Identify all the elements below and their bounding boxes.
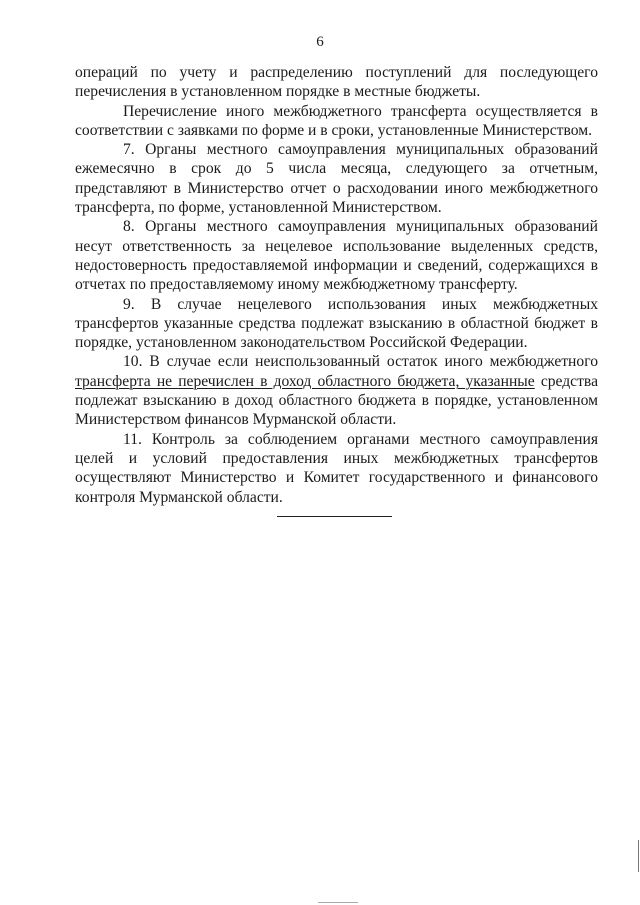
paragraph-9-misuse-recovery: 9. В случае нецелевого использования иных межбюджетных трансфертов указанные средства подлежат взысканию в областной бюджет в порядке, установленном законодательством Российской Федерации. (75, 295, 598, 352)
paragraph-continuation: операций по учету и распределению поступлений для последующего перечисления в установленном порядке в местные бюджеты. (75, 64, 598, 101)
paragraph-10-underlined-text: трансферта не перечислен в доход областного бюджета, указанные (75, 372, 535, 390)
paragraph-7-monthly-report: 7. Органы местного самоуправления муниципальных образований ежемесячно в срок до 5 числа месяца, следующего за отчетным, представляют в Министерство отчет о расходовании иного межбюджетного трансферта, по форме, установленной Министерством. (75, 141, 598, 217)
page-number: 6 (316, 34, 324, 50)
document-body (75, 63, 598, 507)
paragraph-10-text-start: 10. В случае если неиспользованный остаток иного межбюджетного (123, 353, 598, 371)
paragraph-10-unused-balance (75, 352, 598, 429)
end-of-document-rule (277, 516, 392, 517)
paragraph-10-text-end: средства подлежат взысканию в доход областного бюджета в порядке, установленном Министерством финансов Мурманской области. (75, 372, 598, 429)
paragraph-8-responsibility: 8. Органы местного самоуправления муниципальных образований несут ответственность за нецелевое использование выделенных средств, недостоверность предоставляемой информации и сведений, содержащихся в отчетах по предоставляемому иному межбюджетному трансферту. (75, 218, 598, 294)
scan-artifact-right (638, 840, 639, 872)
scan-artifact-bottom (318, 902, 358, 903)
paragraph-11-control: 11. Контроль за соблюдением органами местного самоуправления целей и условий предоставления иных межбюджетных трансфертов осуществляют Министерство и Комитет государственного и финансового контроля Мурманской области. (75, 430, 598, 506)
paragraph-transfer-requests: Перечисление иного межбюджетного трансферта осуществляется в соответствии с заявками по форме и в сроки, установленные Министерством. (75, 102, 598, 139)
